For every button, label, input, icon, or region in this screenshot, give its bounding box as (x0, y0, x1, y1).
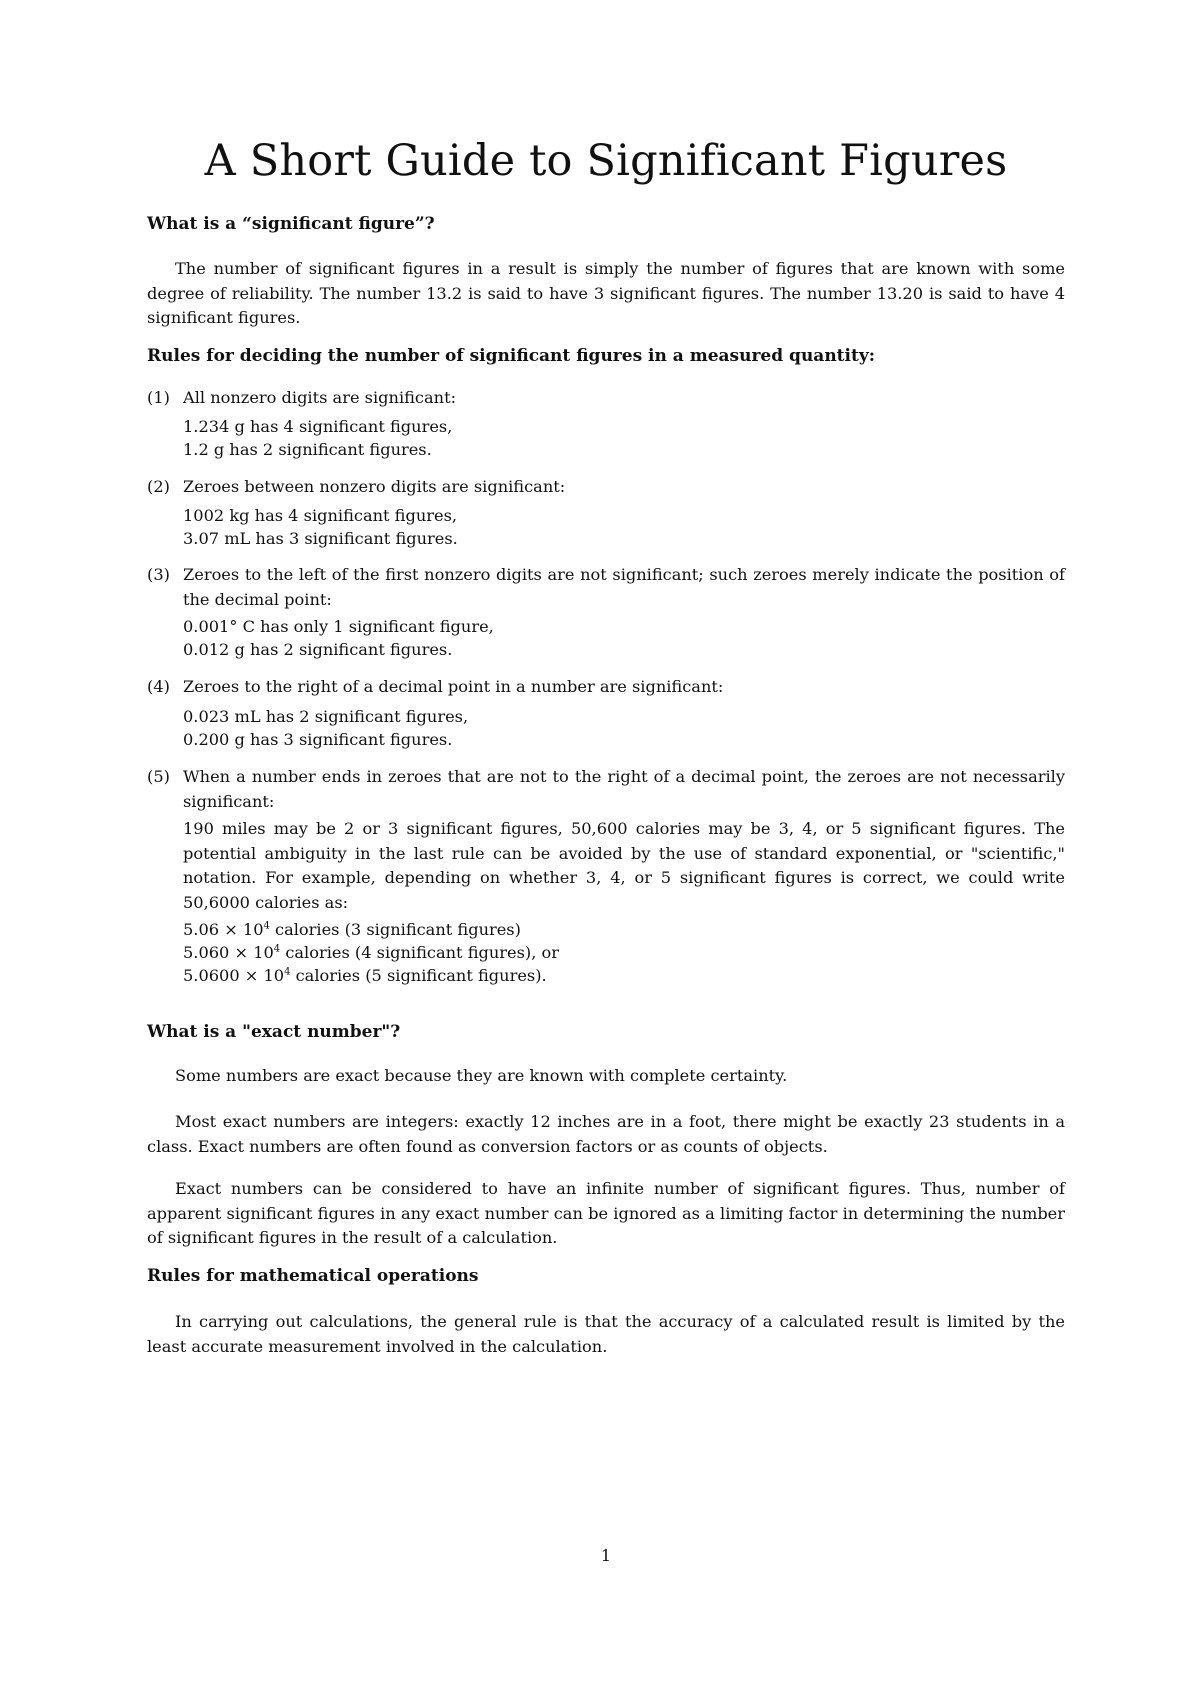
rule-number: (1) (147, 388, 170, 407)
rule-number: (2) (147, 477, 170, 496)
section-heading-math: Rules for mathematical operations (147, 1266, 479, 1286)
example-line: 3.07 mL has 3 significant figures. (183, 529, 458, 548)
scientific-example: $5.060 \times 10^4$ calories (4 significant figures), or (183, 943, 560, 962)
document-page (147, 0, 1065, 1696)
paragraph-math: In carrying out calculations, the general rule is that the accuracy of a calculated result is limited by the least accurate measurement involved in the calculation. (147, 1312, 1065, 1356)
rule-text: Zeroes between nonzero digits are significant: (183, 477, 566, 496)
section-heading-rules: Rules for deciding the number of significant figures in a measured quantity: (147, 346, 875, 366)
paragraph-exact: Most exact numbers are integers: exactly 12 inches are in a foot, there might be exactly 23 students in a class. Exact numbers are often found as conversion factors or as counts of objects. (147, 1112, 1065, 1156)
rule-text: When a number ends in zeroes that are not to the right of a decimal point, the zeroes are not necessarily significant: (183, 767, 1065, 811)
rule-text: Zeroes to the left of the first nonzero digits are not significant; such zeroes merely indicate the position of the decimal point: (183, 565, 1065, 609)
example-line: 1.234 g has 4 significant figures, (183, 417, 453, 436)
rule-explanation: 190 miles may be 2 or 3 significant figures, 50,600 calories may be 3, 4, or 5 significant figures. The potential ambiguity in the last rule can be avoided by the use of standard exponential, or "scientific," notation. For example, depending on whether 3, 4, or 5 significant figures is correct, we could write 50,6000 calories as: (183, 819, 1065, 912)
paragraph-what-is: The number of significant figures in a result is simply the number of figures that are known with some degree of reliability. The number 13.2 is said to have 3 significant figures. The number 13.20 is said to have 4 significant figures. (147, 259, 1065, 327)
scientific-example: $5.0600 \times 10^4$ calories (5 significant figures). (183, 966, 547, 985)
paragraph-exact: Some numbers are exact because they are known with complete certainty. (175, 1066, 788, 1085)
paragraph-exact: Exact numbers can be considered to have an infinite number of significant figures. Thus, number of apparent significant figures in any exact number can be ignored as a limiting factor in determining the number of significant figures in the result of a calculation. (147, 1179, 1065, 1247)
scientific-example: $5.06 \times 10^4$ calories (3 significant figures) (183, 920, 521, 939)
rule-number: (5) (147, 767, 170, 786)
rule-number: (4) (147, 677, 170, 696)
example-line: 0.012 g has 2 significant figures. (183, 640, 453, 659)
section-heading-what-is: What is a “significant figure”? (147, 214, 435, 234)
page-number: 1 (600, 1546, 612, 1565)
section-heading-exact: What is a "exact number"? (147, 1022, 401, 1042)
rule-text: All nonzero digits are significant: (183, 388, 457, 407)
example-line: 1002 kg has 4 significant figures, (183, 506, 458, 525)
example-line: 0.001° C has only 1 significant figure, (183, 617, 494, 636)
rule-number: (3) (147, 565, 170, 584)
rule-text: Zeroes to the right of a decimal point in a number are significant: (183, 677, 724, 696)
example-line: 0.200 g has 3 significant figures. (183, 730, 453, 749)
example-line: 0.023 mL has 2 significant figures, (183, 707, 469, 726)
example-line: 1.2 g has 2 significant figures. (183, 440, 432, 459)
page-title: A Short Guide to Significant Figures (204, 136, 1008, 186)
